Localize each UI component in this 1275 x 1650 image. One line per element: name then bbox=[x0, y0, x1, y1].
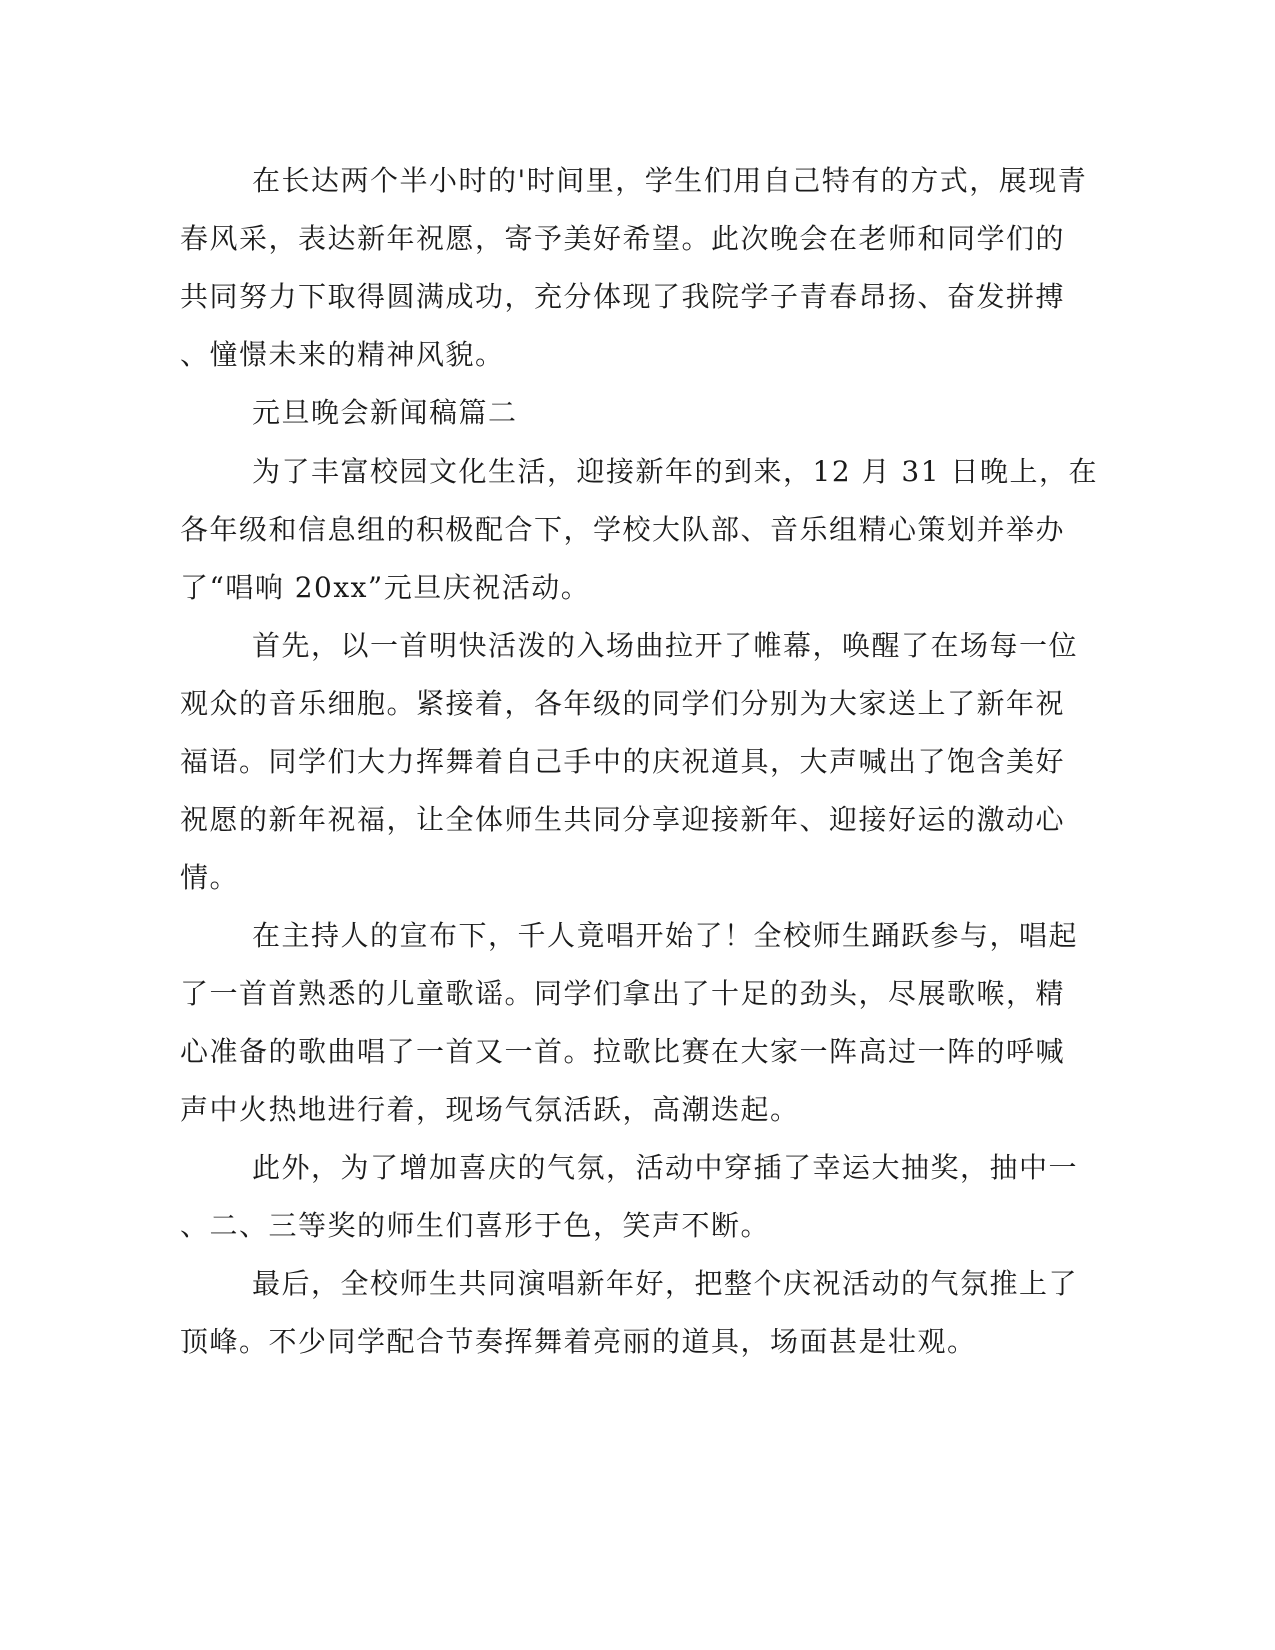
paragraph-3-line-2: 观众的音乐细胞。紧接着，各年级的同学们分别为大家送上了新年祝 bbox=[180, 687, 1066, 720]
paragraph-3-line-4: 祝愿的新年祝福，让全体师生共同分享迎接新年、迎接好运的激动心 bbox=[180, 803, 1066, 836]
paragraph-6-line-2: 顶峰。不少同学配合节奏挥舞着亮丽的道具，场面甚是壮观。 bbox=[180, 1325, 977, 1358]
paragraph-5-line-1: 此外，为了增加喜庆的气氛，活动中穿插了幸运大抽奖，抽中一 bbox=[252, 1151, 1079, 1184]
paragraph-1-line-2: 春风采，表达新年祝愿，寄予美好希望。此次晚会在老师和同学们的 bbox=[180, 222, 1066, 255]
paragraph-1-line-3: 共同努力下取得圆满成功，充分体现了我院学子青春昂扬、奋发拼搏 bbox=[180, 280, 1066, 313]
paragraph-3-line-1: 首先，以一首明快活泼的入场曲拉开了帷幕，唤醒了在场每一位 bbox=[252, 629, 1079, 662]
paragraph-1-line-1: 在长达两个半小时的'时间里，学生们用自己特有的方式，展现青 bbox=[252, 164, 1088, 197]
paragraph-4-line-1: 在主持人的宣布下，千人竟唱开始了！全校师生踊跃参与，唱起 bbox=[252, 919, 1079, 952]
paragraph-3-line-5: 情。 bbox=[180, 861, 240, 894]
section-heading: 元旦晚会新闻稿篇二 bbox=[252, 396, 518, 429]
paragraph-4-line-3: 心准备的歌曲唱了一首又一首。拉歌比赛在大家一阵高过一阵的呼喊 bbox=[180, 1035, 1066, 1068]
paragraph-4-line-4: 声中火热地进行着，现场气氛活跃，高潮迭起。 bbox=[180, 1093, 800, 1126]
paragraph-2-line-1: 为了丰富校园文化生活，迎接新年的到来，12 月 31 日晚上，在 bbox=[252, 455, 1098, 488]
paragraph-4-line-2: 了一首首熟悉的儿童歌谣。同学们拿出了十足的劲头，尽展歌喉，精 bbox=[180, 977, 1066, 1010]
paragraph-6-line-1: 最后，全校师生共同演唱新年好，把整个庆祝活动的气氛推上了 bbox=[252, 1267, 1079, 1300]
paragraph-2-line-3: 了“唱响 20xx”元旦庆祝活动。 bbox=[180, 571, 591, 604]
paragraph-2-line-2: 各年级和信息组的积极配合下，学校大队部、音乐组精心策划并举办 bbox=[180, 513, 1066, 546]
paragraph-1-line-4: 、憧憬未来的精神风貌。 bbox=[180, 338, 505, 371]
paragraph-5-line-2: 、二、三等奖的师生们喜形于色，笑声不断。 bbox=[180, 1209, 771, 1242]
paragraph-3-line-3: 福语。同学们大力挥舞着自己手中的庆祝道具，大声喊出了饱含美好 bbox=[180, 745, 1066, 778]
